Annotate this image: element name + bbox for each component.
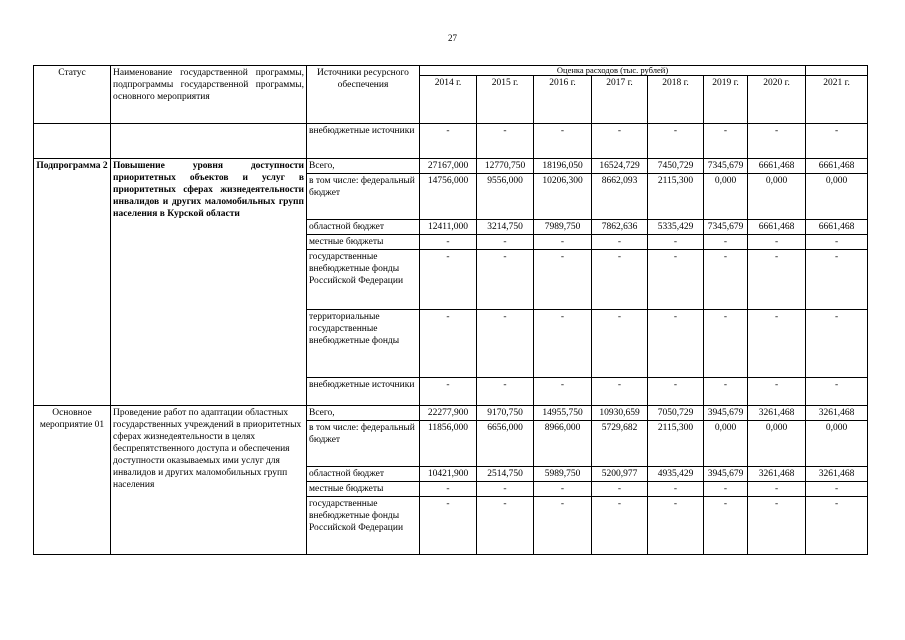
- value-cell: -: [420, 235, 477, 250]
- table-row: [34, 406, 868, 421]
- value-cell: -: [477, 482, 534, 497]
- value-cell: -: [806, 235, 868, 250]
- value-cell: 3261,468: [806, 467, 868, 482]
- value-cell: 0,000: [704, 421, 748, 467]
- source-cell: местные бюджеты: [307, 235, 420, 250]
- header-year-2014: 2014 г.: [420, 76, 477, 124]
- main-measure-status: Основное мероприятие 01: [34, 406, 111, 555]
- header-year-2018: 2018 г.: [648, 76, 704, 124]
- value-cell: 6661,468: [748, 159, 806, 174]
- value-cell: -: [648, 124, 704, 159]
- value-cell: 3945,679: [704, 467, 748, 482]
- value-cell: 2514,750: [477, 467, 534, 482]
- value-cell: -: [648, 378, 704, 406]
- value-cell: -: [534, 482, 592, 497]
- source-cell: государственные внебюджетные фонды Российской Федерации: [307, 250, 420, 310]
- value-cell: -: [477, 235, 534, 250]
- value-cell: -: [592, 250, 648, 310]
- main-measure-name: [111, 406, 307, 555]
- value-cell: 9170,750: [477, 406, 534, 421]
- value-cell: 18196,050: [534, 159, 592, 174]
- source-cell: в том числе: федеральный бюджет: [307, 421, 420, 467]
- value-cell: -: [420, 124, 477, 159]
- status-cell-empty: [34, 124, 111, 159]
- value-cell: 8966,000: [534, 421, 592, 467]
- value-cell: 5200,977: [592, 467, 648, 482]
- value-cell: 6661,468: [806, 159, 868, 174]
- value-cell: 8662,093: [592, 174, 648, 220]
- value-cell: -: [748, 250, 806, 310]
- value-cell: -: [748, 235, 806, 250]
- value-cell: -: [648, 235, 704, 250]
- value-cell: 10421,900: [420, 467, 477, 482]
- value-cell: 10206,300: [534, 174, 592, 220]
- header-year-2017: 2017 г.: [592, 76, 648, 124]
- value-cell: 27167,000: [420, 159, 477, 174]
- value-cell: 3261,468: [806, 406, 868, 421]
- value-cell: 5729,682: [592, 421, 648, 467]
- source-cell: Всего,: [307, 159, 420, 174]
- value-cell: 12770,750: [477, 159, 534, 174]
- subprogram-name: [111, 159, 307, 406]
- header-year-2020: 2020 г.: [748, 76, 806, 124]
- value-cell: -: [648, 250, 704, 310]
- value-cell: 11856,000: [420, 421, 477, 467]
- value-cell: -: [806, 482, 868, 497]
- value-cell: -: [748, 497, 806, 555]
- value-cell: -: [748, 378, 806, 406]
- value-cell: -: [648, 310, 704, 378]
- source-cell: Всего,: [307, 406, 420, 421]
- source-cell: территориальные государственные внебюджетные фонды: [307, 310, 420, 378]
- table-row: [34, 159, 868, 174]
- header-empty-cell: [806, 66, 868, 76]
- value-cell: 16524,729: [592, 159, 648, 174]
- value-cell: 7450,729: [648, 159, 704, 174]
- value-cell: 7345,679: [704, 220, 748, 235]
- value-cell: -: [648, 497, 704, 555]
- value-cell: -: [592, 378, 648, 406]
- main-measure-name-text: Проведение работ по адаптации областных государственных учреждений в приоритетных сферах жизнедеятельности в целях беспрепятственного доступа и обеспечения доступности оказываемых ими услуг для инвалидов и других маломобильных групп населения: [113, 408, 302, 490]
- value-cell: 6661,468: [748, 220, 806, 235]
- value-cell: -: [748, 124, 806, 159]
- value-cell: -: [534, 497, 592, 555]
- value-cell: -: [806, 124, 868, 159]
- value-cell: -: [477, 124, 534, 159]
- value-cell: -: [704, 482, 748, 497]
- value-cell: -: [420, 378, 477, 406]
- value-cell: -: [806, 497, 868, 555]
- header-year-2016: 2016 г.: [534, 76, 592, 124]
- source-cell: внебюджетные источники: [307, 124, 420, 159]
- value-cell: -: [534, 124, 592, 159]
- header-year-2021: 2021 г.: [806, 76, 868, 124]
- value-cell: -: [534, 378, 592, 406]
- page-number: 27: [448, 33, 457, 43]
- header-year-2019: 2019 г.: [704, 76, 748, 124]
- value-cell: 9556,000: [477, 174, 534, 220]
- header-name: Наименование государственной программы, подпрограммы государственной программы, основного мероприятия: [111, 66, 307, 124]
- value-cell: 0,000: [748, 421, 806, 467]
- value-cell: -: [592, 482, 648, 497]
- value-cell: -: [748, 310, 806, 378]
- value-cell: 6656,000: [477, 421, 534, 467]
- header-sources: Источники ресурсного обеспечения: [307, 66, 420, 124]
- subprogram-status: Подпрограмма 2: [34, 159, 111, 406]
- value-cell: -: [748, 482, 806, 497]
- value-cell: -: [806, 250, 868, 310]
- value-cell: 2115,300: [648, 174, 704, 220]
- value-cell: 0,000: [748, 174, 806, 220]
- value-cell: -: [477, 250, 534, 310]
- header-estimate: Оценка расходов (тыс. рублей): [420, 66, 806, 76]
- value-cell: -: [806, 378, 868, 406]
- value-cell: -: [592, 497, 648, 555]
- value-cell: 7050,729: [648, 406, 704, 421]
- value-cell: -: [477, 310, 534, 378]
- value-cell: -: [592, 235, 648, 250]
- value-cell: 5335,429: [648, 220, 704, 235]
- header-year-2015: 2015 г.: [477, 76, 534, 124]
- subprogram-name-text: Повышение уровня доступности приоритетных объектов и услуг в приоритетных сферах жизнедеятельности инвалидов и других маломобильных групп населения в Курской области: [113, 161, 304, 219]
- value-cell: 0,000: [806, 421, 868, 467]
- value-cell: -: [704, 250, 748, 310]
- value-cell: -: [704, 378, 748, 406]
- value-cell: 0,000: [806, 174, 868, 220]
- value-cell: 14756,000: [420, 174, 477, 220]
- value-cell: 7989,750: [534, 220, 592, 235]
- value-cell: 3945,679: [704, 406, 748, 421]
- value-cell: -: [534, 235, 592, 250]
- value-cell: 3214,750: [477, 220, 534, 235]
- value-cell: -: [534, 250, 592, 310]
- value-cell: 7862,636: [592, 220, 648, 235]
- budget-table: [33, 65, 868, 555]
- value-cell: 22277,900: [420, 406, 477, 421]
- value-cell: 4935,429: [648, 467, 704, 482]
- value-cell: 0,000: [704, 174, 748, 220]
- value-cell: 5989,750: [534, 467, 592, 482]
- source-cell: областной бюджет: [307, 467, 420, 482]
- value-cell: 6661,468: [806, 220, 868, 235]
- value-cell: -: [420, 482, 477, 497]
- value-cell: -: [592, 310, 648, 378]
- source-cell: в том числе: федеральный бюджет: [307, 174, 420, 220]
- value-cell: 3261,468: [748, 406, 806, 421]
- value-cell: -: [420, 497, 477, 555]
- table-row: [34, 124, 868, 159]
- value-cell: 2115,300: [648, 421, 704, 467]
- value-cell: -: [477, 497, 534, 555]
- source-cell: местные бюджеты: [307, 482, 420, 497]
- value-cell: -: [534, 310, 592, 378]
- value-cell: 3261,468: [748, 467, 806, 482]
- value-cell: -: [648, 482, 704, 497]
- value-cell: -: [806, 310, 868, 378]
- source-cell: областной бюджет: [307, 220, 420, 235]
- value-cell: -: [420, 250, 477, 310]
- header-status: Статус: [34, 66, 111, 124]
- value-cell: 10930,659: [592, 406, 648, 421]
- value-cell: -: [704, 124, 748, 159]
- name-cell-empty: [111, 124, 307, 159]
- value-cell: -: [477, 378, 534, 406]
- source-cell: государственные внебюджетные фонды Российской Федерации: [307, 497, 420, 555]
- value-cell: -: [704, 497, 748, 555]
- value-cell: 7345,679: [704, 159, 748, 174]
- source-cell: внебюджетные источники: [307, 378, 420, 406]
- value-cell: -: [420, 310, 477, 378]
- value-cell: -: [704, 235, 748, 250]
- value-cell: -: [592, 124, 648, 159]
- value-cell: -: [704, 310, 748, 378]
- value-cell: 12411,000: [420, 220, 477, 235]
- value-cell: 14955,750: [534, 406, 592, 421]
